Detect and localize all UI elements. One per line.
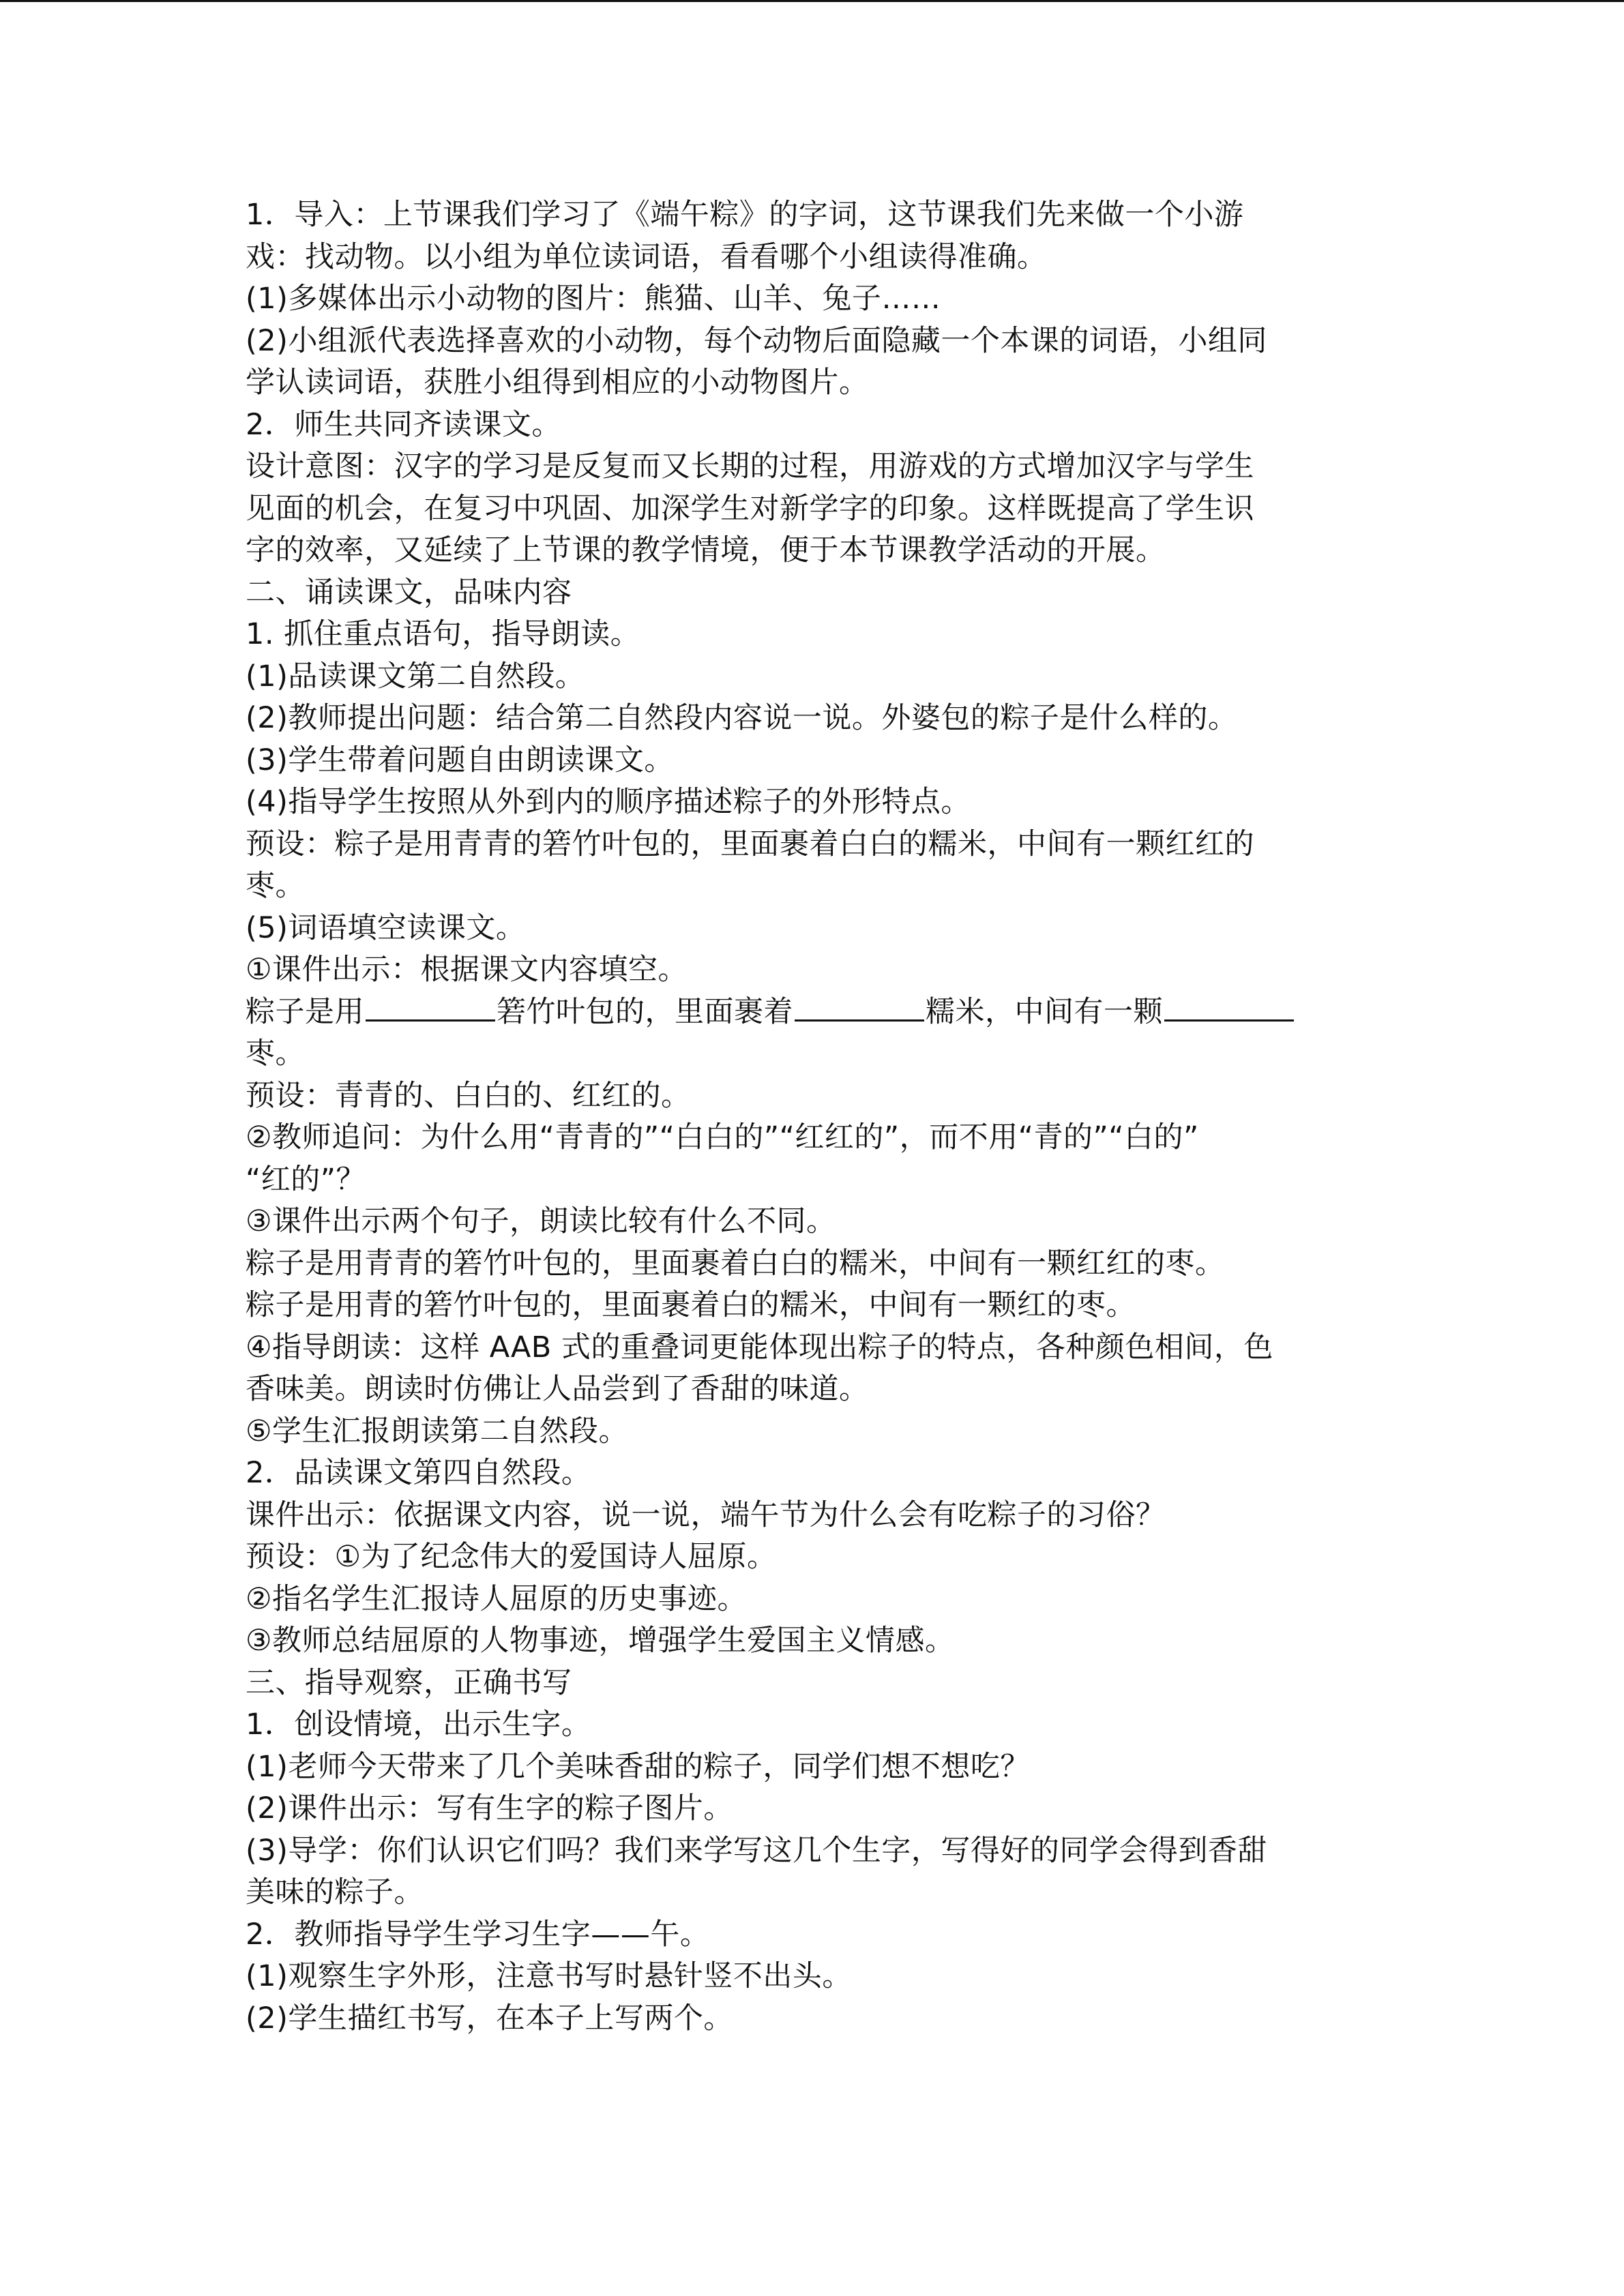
fill-blank-text-3: 糯米，中间有一颗 [926,994,1163,1029]
text-line: 见面的机会，在复习中巩固、加深学生对新学字的印象。这样既提高了学生识 [246,491,1254,526]
text-line: ④指导朗读：这样 AAB 式的重叠词更能体现出粽子的特点，各种颜色相间，色 [246,1330,1273,1365]
text-line: (3)学生带着问题自由朗读课文。 [246,743,674,777]
text-line: ②教师追问：为什么用“青青的”“白白的”“红红的”，而不用“青的”“白的” [246,1120,1199,1154]
text-line: (1)观察生字外形，注意书写时悬针竖不出头。 [246,1959,852,1993]
text-line: 2．师生共同齐读课文。 [246,407,561,442]
text-line: 1．创设情境，出示生字。 [246,1708,591,1742]
blank-underline-1 [366,992,495,1022]
text-line: 枣。 [246,1037,305,1071]
text-line: (2)教师提出问题：结合第二自然段内容说一说。外婆包的粽子是什么样的。 [246,701,1238,735]
section-heading: 三、指导观察，正确书写 [246,1665,572,1700]
text-line: ③课件出示两个句子，朗读比较有什么不同。 [246,1204,836,1238]
text-line: 1. 抓住重点语句，指导朗读。 [246,617,640,651]
text-line: ①课件出示：根据课文内容填空。 [246,953,688,987]
blank-underline-3 [1164,992,1294,1022]
fill-blank-text-1: 粽子是用 [246,994,364,1029]
text-line: 戏：找动物。以小组为单位读词语，看看哪个小组读得准确。 [246,239,1047,274]
text-line: ②指名学生汇报诗人屈原的历史事迹。 [246,1581,748,1616]
text-line: 课件出示：依据课文内容，说一说，端午节为什么会有吃粽子的习俗？ [246,1497,1166,1532]
text-line: (1)老师今天带来了几个美味香甜的粽子，同学们想不想吃？ [246,1749,1030,1784]
document-page [246,194,1378,2040]
text-line: 预设：粽子是用青青的箬竹叶包的，里面裹着白白的糯米，中间有一颗红红的 [246,826,1254,861]
text-line: 香味美。朗读时仿佛让人品尝到了香甜的味道。 [246,1372,869,1406]
text-line: (2)学生描红书写，在本子上写两个。 [246,2001,733,2036]
text-line: (4)指导学生按照从外到内的顺序描述粽子的外形特点。 [246,785,971,819]
text-line: 粽子是用青青的箬竹叶包的，里面裹着白白的糯米，中间有一颗红红的枣。 [246,1246,1225,1281]
text-line: 美味的粽子。 [246,1875,424,1909]
blank-underline-2 [795,992,924,1022]
page-top-border [0,0,1624,2]
text-line: ⑤学生汇报朗读第二自然段。 [246,1414,629,1448]
text-line: 学认读词语，获胜小组得到相应的小动物图片。 [246,366,869,400]
text-line: 设计意图：汉字的学习是反复而又长期的过程，用游戏的方式增加汉字与学生 [246,449,1254,483]
text-line: 枣。 [246,869,305,903]
text-line: (1)品读课文第二自然段。 [246,659,585,694]
fill-blank-text-2: 箬竹叶包的，里面裹着 [497,994,793,1029]
text-line: 1．导入：上节课我们学习了《端午粽》的字词，这节课我们先来做一个小游 [246,198,1244,232]
text-line: 2．教师指导学生学习生字——午。 [246,1917,710,1952]
text-line: 2．品读课文第四自然段。 [246,1456,591,1490]
section-heading: 二、诵读课文，品味内容 [246,575,572,610]
text-line: “红的”？ [246,1162,366,1197]
text-line: (3)导学：你们认识它们吗？我们来学写这几个生字，写得好的同学会得到香甜 [246,1833,1267,1868]
text-line: ③教师总结屈原的人物事迹，增强学生爱国主义情感。 [246,1624,955,1658]
text-line: (2)课件出示：写有生字的粽子图片。 [246,1791,733,1825]
text-line: (5)词语填空读课文。 [246,910,526,945]
fill-blank-line [246,992,1378,1034]
text-line: (1)多媒体出示小动物的图片：熊猫、山羊、兔子…… [246,282,941,316]
text-line: 字的效率，又延续了上节课的教学情境，便于本节课教学活动的开展。 [246,533,1166,567]
text-line: 预设：青青的、白白的、红红的。 [246,1078,691,1113]
text-line: (2)小组派代表选择喜欢的小动物，每个动物后面隐藏一个本课的词语，小组同 [246,323,1267,358]
text-line: 粽子是用青的箬竹叶包的，里面裹着白的糯米，中间有一颗红的枣。 [246,1288,1136,1322]
text-line: 预设：①为了纪念伟大的爱国诗人屈原。 [246,1540,777,1574]
